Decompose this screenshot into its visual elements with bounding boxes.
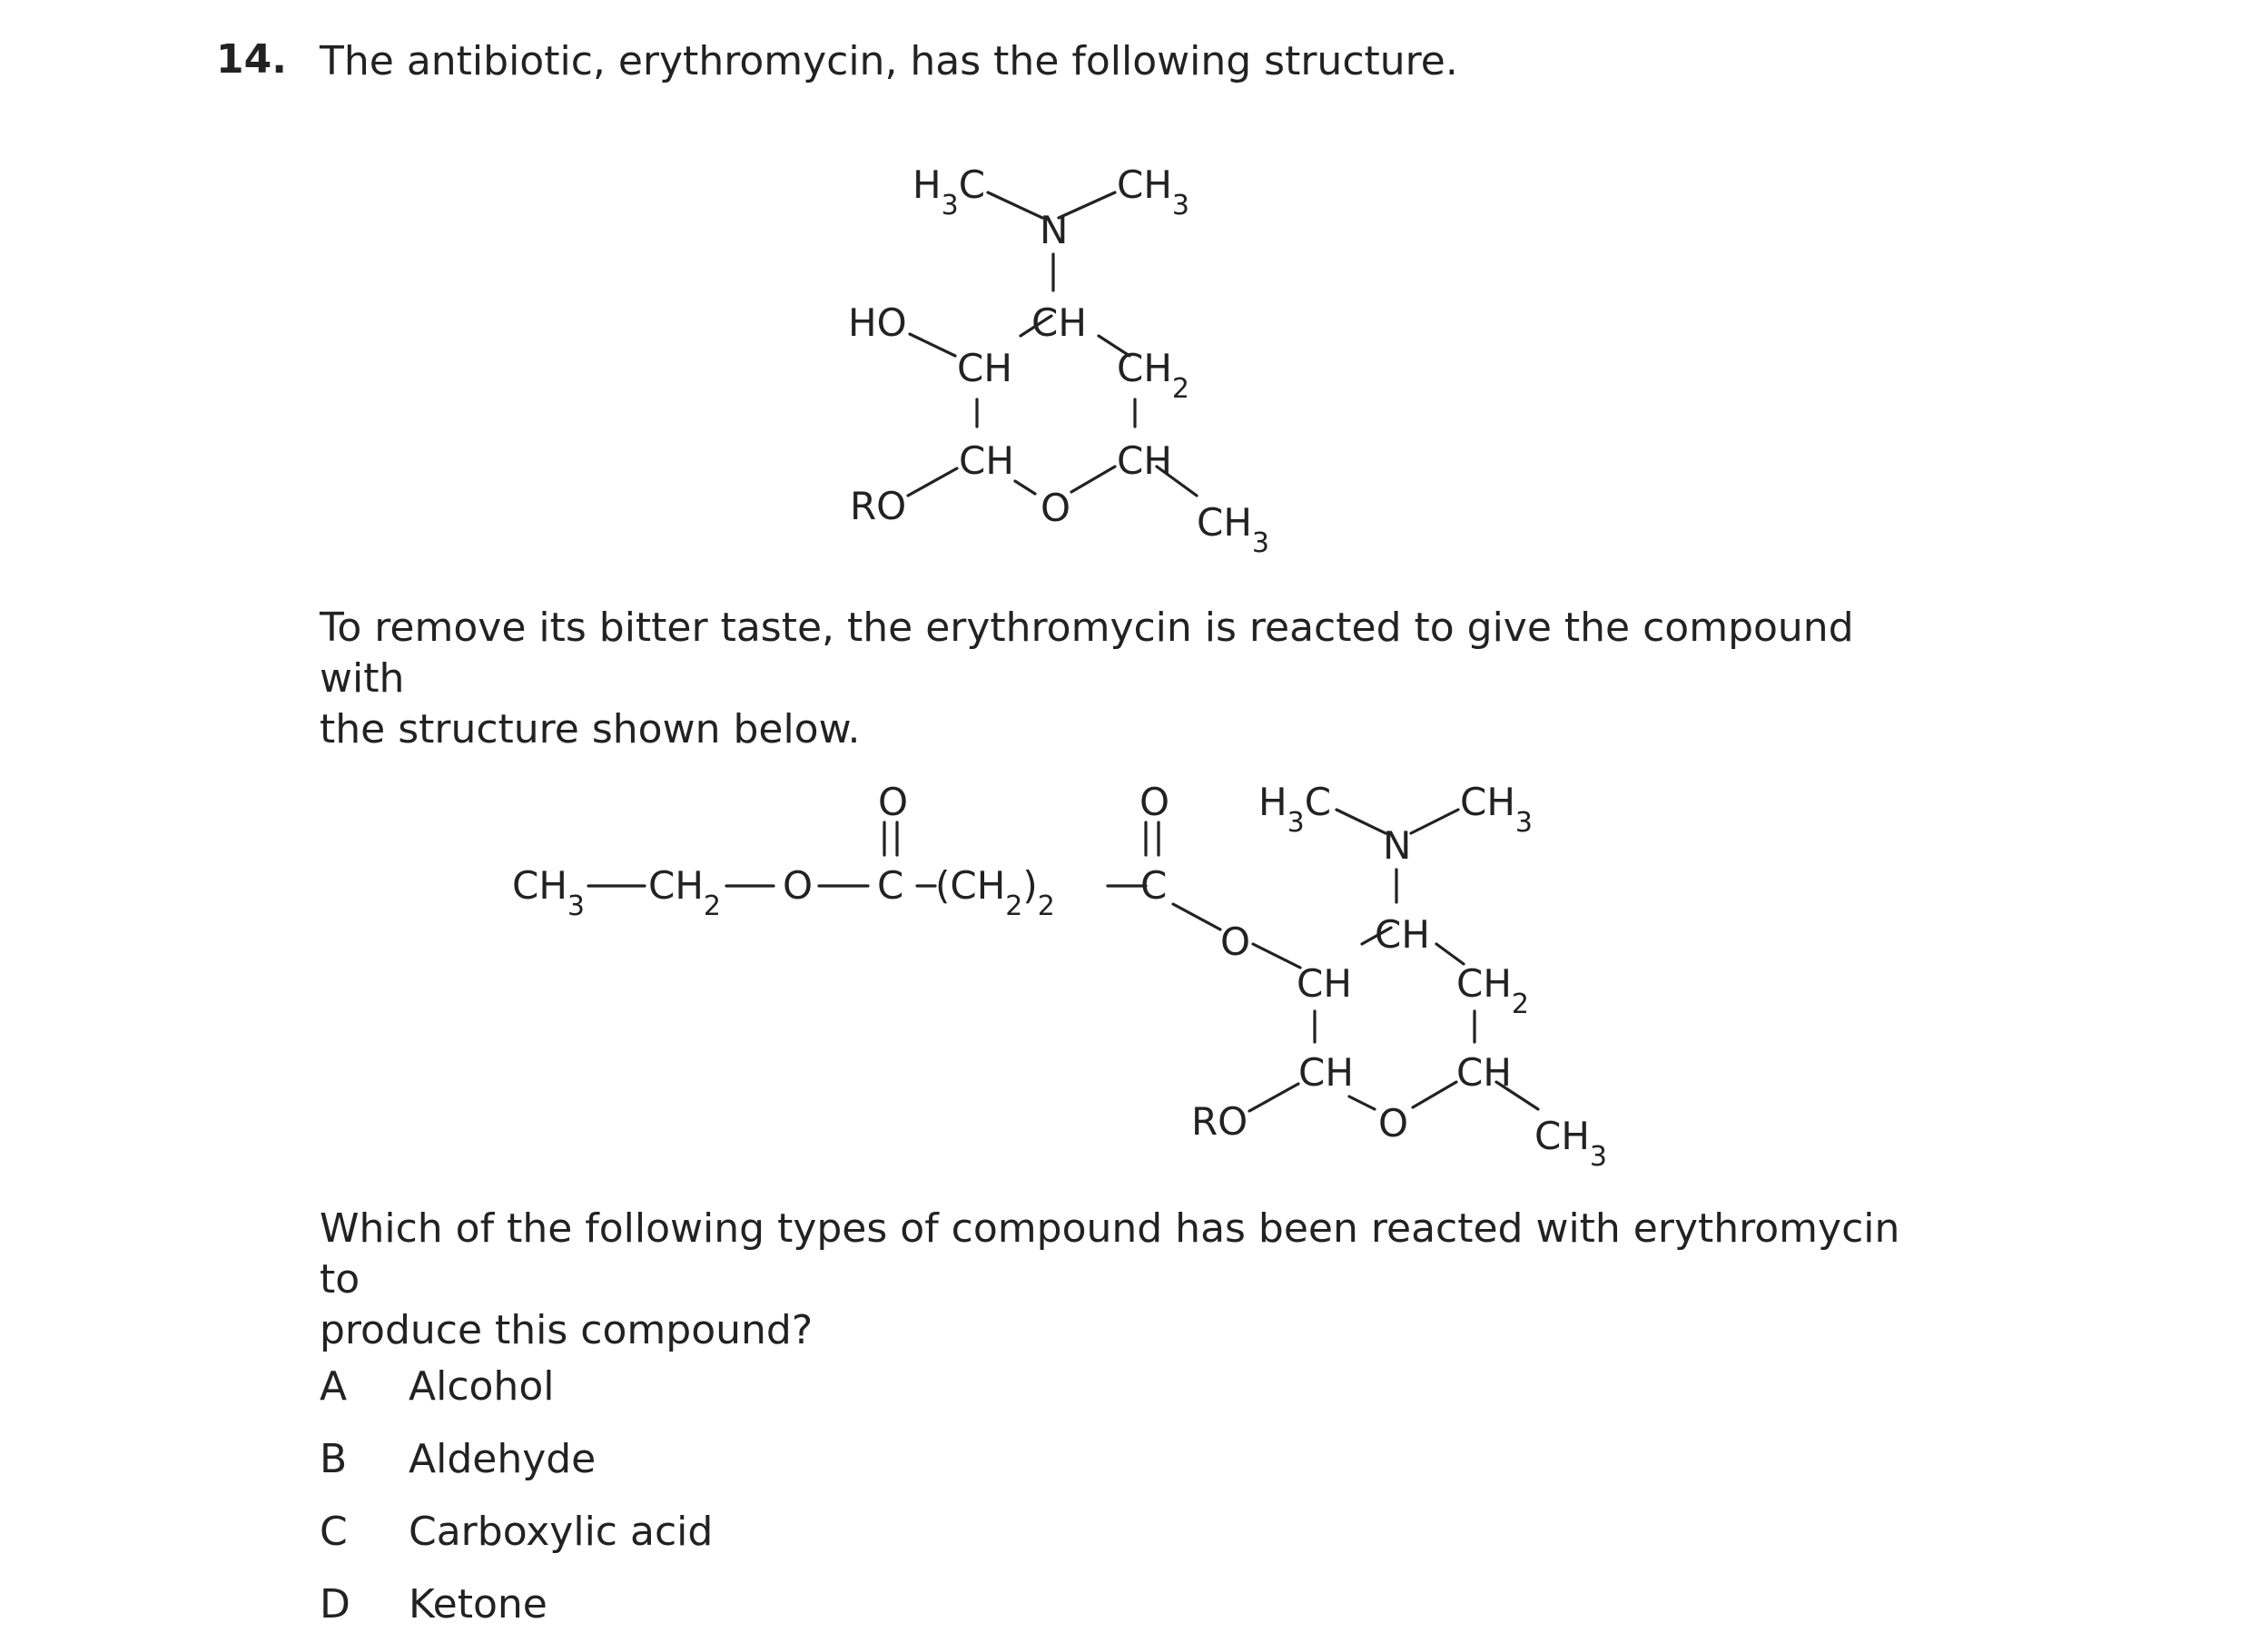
- n-label: N: [1383, 823, 1412, 868]
- ch-label: CH: [1298, 1050, 1354, 1095]
- ch3-label: $CH_3$: [1197, 500, 1270, 559]
- ch2-label: $CH_2$: [648, 863, 722, 922]
- ch3-label: $CH_3$: [512, 863, 586, 922]
- paragraph-line: produce this compound?: [320, 1307, 814, 1353]
- question-number: 14.: [216, 36, 287, 83]
- ro-label: RO: [1191, 1099, 1248, 1144]
- carbonyl-o-label: O: [878, 780, 909, 824]
- ho-label: HO: [848, 300, 907, 345]
- carbonyl-c-label: C: [1140, 863, 1168, 908]
- option-label: Alcohol: [409, 1363, 555, 1410]
- ch-label: CH: [1117, 438, 1172, 483]
- ester-link-o-label: O: [1220, 919, 1251, 964]
- carbonyl-o-label: O: [1139, 780, 1170, 824]
- ch-label: CH: [1297, 961, 1352, 1006]
- ch3-label: $CH_3$: [1460, 780, 1534, 839]
- ch2-label: $CH_2$: [1456, 961, 1530, 1020]
- structure-product: [512, 780, 1607, 1173]
- ro-label: RO: [850, 484, 907, 528]
- option-letter: D: [320, 1581, 350, 1627]
- ch-label: CH: [1456, 1050, 1512, 1095]
- ch2-label: $CH_2$: [1117, 346, 1190, 405]
- h3c-label: $H_3C$: [1258, 780, 1332, 839]
- option-label: Carboxylic acid: [409, 1509, 714, 1555]
- paragraph-line: To remove its bitter taste, the erythromycin is reacted to give the compound with: [320, 605, 1854, 702]
- ch3-label: $CH_3$: [1534, 1114, 1608, 1173]
- option-letter: A: [320, 1363, 348, 1410]
- ch-label: CH: [957, 346, 1012, 390]
- option-letter: C: [320, 1509, 348, 1555]
- ester-o-label: O: [783, 863, 814, 908]
- h3c-label: $H_3C$: [912, 162, 986, 221]
- question-stem: The antibiotic, erythromycin, has the following structure.: [320, 38, 1458, 84]
- ring-o-label: O: [1378, 1101, 1409, 1146]
- paragraph-line: Which of the following types of compound has been reacted with erythromycin to: [320, 1205, 1900, 1303]
- paragraph-reaction: [320, 603, 1936, 755]
- paragraph-line: the structure shown below.: [320, 706, 861, 752]
- ch-label: CH: [1031, 300, 1087, 345]
- option-label: Ketone: [409, 1581, 547, 1627]
- question-prompt: [320, 1204, 1936, 1356]
- option-letter: B: [320, 1436, 348, 1482]
- option-label: Aldehyde: [409, 1436, 597, 1482]
- ch2-2-label: $(CH_2)_2$: [935, 863, 1055, 922]
- ring-o-label: O: [1041, 486, 1071, 530]
- ch-label: CH: [959, 438, 1014, 483]
- n-label: N: [1040, 208, 1069, 252]
- structure-erythromycin: [848, 162, 1269, 559]
- carbonyl-c-label: C: [877, 863, 904, 908]
- ch3-label: $CH_3$: [1117, 162, 1190, 221]
- ch-label: CH: [1375, 912, 1430, 957]
